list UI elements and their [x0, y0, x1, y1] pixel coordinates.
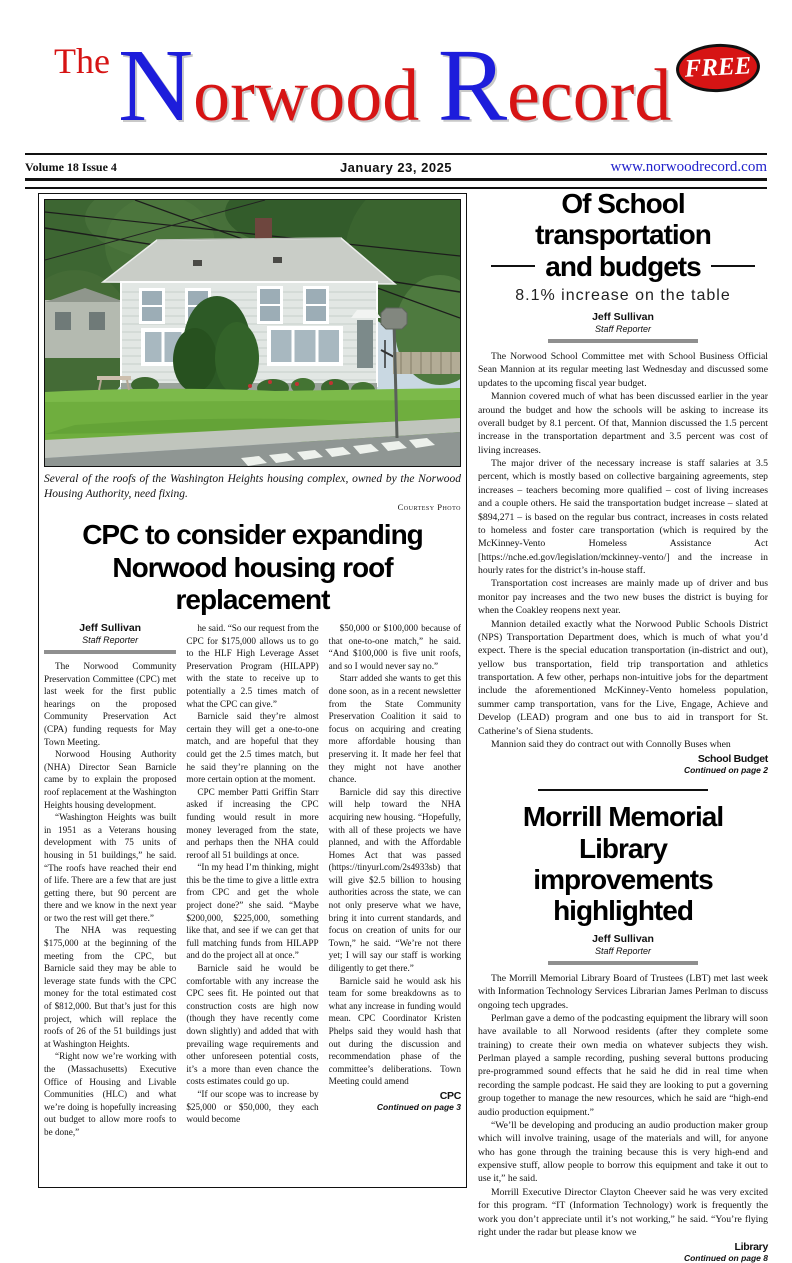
paragraph: “Washington Heights was built in 1951 as a Veterans housing development with 75 units of housing in 51 buildings,” he said. “The roofs have reached their end of life. There are a few that are just getting there, but 90 percent are there and we know in the next year or two the rest will get there.” — [44, 812, 177, 923]
free-badge — [675, 42, 761, 94]
paragraph: Mannion detailed exactly what the Norwood Public Schools District (NPS) Transportation Department does, which is much of what you’d expect. There is the special education transportation (in-district and out), yellow bus transportation, field trip transportation and athletics transportation. A few other, perhaps non-intuitive jobs for the department include the aforementioned McKinney-Vento homeless population, summer camp transportation, vans for the Live, Engage, Achieve and Develop (LEAD) program and one bus to aid in transport for St. Catherine’s of Siena students. — [478, 618, 768, 737]
free-badge-label: FREE — [683, 52, 752, 83]
library-headline-line2: improvements highlighted — [533, 864, 713, 927]
lead-column-1 — [44, 622, 176, 1188]
lead-column-2 — [186, 622, 318, 1188]
paragraph: The NHA was requesting $175,000 at the beginning of the meeting from the CPC, but Barnicle said they may be able to leverage state funds with the CPC money for the total estimated cost of $812,000. But that’s just for this project, which will replace the roofs of 26 of the 51 buildings just at Washington Heights. — [44, 925, 177, 1049]
jump-title: Library — [734, 1241, 768, 1254]
lead-column-3 — [329, 622, 461, 1188]
photo-caption: Several of the roofs of the Washington Heights housing complex, owned by the Norwood Housing Authority, need fixing. — [44, 473, 461, 500]
paragraph: The Norwood Community Preservation Committee (CPC) met last week for the first public hearings on the proposed Community Preservation Act (CPA) funding requests for May Town Meeting. — [44, 661, 177, 747]
library-headline-line1: Morrill Memorial Library — [522, 801, 724, 864]
byline-name: Jeff Sullivan — [592, 932, 654, 945]
lead-headline — [44, 519, 461, 616]
school-article — [478, 188, 768, 775]
paragraph: CPC member Patti Griffin Starr asked if increasing the CPC funding would result in more money leveraged from the state, and perhaps then the NHA could reroof all 51 buildings at once. — [186, 786, 319, 860]
paragraph: Starr added she wants to get this done soon, as in a recent newsletter from the State Community Preservation Coalition it said to focus on acquiring and creating more affordable housing than preserving it. It made her feel that they might not have another chance. — [328, 673, 461, 785]
paragraph: Mannion said they do contract out with Connolly Buses when — [491, 738, 731, 750]
lead-columns — [44, 622, 461, 1188]
jump-title: CPC — [439, 1089, 461, 1102]
lead-col1-text — [44, 660, 176, 1139]
school-jump — [478, 753, 768, 775]
byline-rule — [44, 650, 176, 654]
paragraph: Transportation cost increases are mainly made up of driver and bus monitor pay increases and the two new buses the district is buying for when the Coakley reopens next year. — [478, 578, 768, 617]
library-article-text — [478, 972, 768, 1240]
masthead-letter-n: N — [118, 28, 194, 143]
paragraph: Barnicle said they’re almost certain they will get a one-to-one match, and are hopeful that they could get the 2.5 times match, but he said they’re planning on the more certain option at the moment. — [186, 711, 319, 785]
masthead-the: The — [54, 41, 110, 81]
masthead-ecord: ecord — [507, 55, 672, 137]
lead-jump — [329, 1090, 461, 1112]
paragraph: The major driver of the necessary increase is staff salaries at 3.5 percent, which is mostly based on collective bargaining agreements, step increases – teachers becoming more qualified – cost of living increases and a couple others. He said the transportation budget increase – slated at $894,271 – is based on the regular bus contract, increases in costs related to homeless and foster care transportation (which is required by the McKinney-Vento Homeless Assistance Act [https://nche.ed.gov/legislation/mckinney-vento/] and the increase in hourly rates for the district’s in-house staff. — [478, 458, 768, 577]
school-headline-line2-row — [478, 251, 768, 282]
byline-rule — [548, 339, 698, 343]
paragraph: Mannion covered much of what has been discussed earlier in the year around the budget and how the schools will be asking to increase its overall budget by 8.1 percent. Of that, Mannion discussed the 1.5 percent increase in the transportation department and 3.5 percent was cost of living increases. — [478, 391, 768, 456]
jump-continued: Continued on page 2 — [683, 765, 768, 776]
house-photo-illustration — [45, 200, 460, 466]
school-article-text — [478, 350, 768, 751]
masthead-rule — [25, 153, 767, 155]
byline-rule — [548, 961, 698, 965]
lead-col3-text — [329, 622, 461, 1088]
school-headline-line2: and budgets — [545, 250, 701, 282]
paragraph: $50,000 or $100,000 because of that one-to-one match,” he said. “And $100,000 is five unit roofs, and so I would never say no.” — [328, 623, 461, 671]
right-column — [478, 188, 768, 1263]
website-link[interactable]: www.norwoodrecord.com — [610, 158, 767, 175]
lead-col2-text — [186, 622, 318, 1126]
paragraph: The Norwood School Committee met with School Business Official Sean Mannion at its regular meeting last Wednesday and discussed some updates to the upcoming fiscal year budget. — [478, 351, 768, 389]
library-article — [478, 801, 768, 1263]
byline-name: Jeff Sullivan — [79, 622, 142, 634]
byline-title: Staff Reporter — [594, 945, 652, 956]
library-byline — [478, 933, 768, 956]
paragraph: Norwood Housing Authority (NHA) Director Sean Barnicle came by to explain the proposed roof replacement at the Washington Heights housing development. — [44, 749, 177, 810]
library-jump — [478, 1241, 768, 1263]
masthead-orwood: orwood — [193, 55, 438, 137]
paragraph: Morrill Executive Director Clayton Cheever said he was very excited for this program. “IT (Information Technology) work is frequently the work you don’t appreciate until it’s not working,” he said. “You’re flying right under the radar but please know we — [478, 1186, 768, 1238]
school-subhead: 8.1% increase on the table — [515, 287, 731, 305]
paragraph: The Morrill Memorial Library Board of Trustees (LBT) met last week with Information Technology Services Librarian James Perlman to discuss ongoing tech upgrades. — [478, 972, 768, 1011]
paragraph: he said. “So our request from the CPC for $175,000 allows us to go to the HLF High Leverage Asset Preservation Program (HILAPP) with the state to receive up to potentially a 2.5 times match of what the CPC can give.” — [186, 623, 319, 709]
paragraph: “If our scope was to increase by $25,000 or $50,000, they each would become — [186, 1088, 319, 1125]
headline-dash-left — [491, 265, 535, 267]
date-label: January 23, 2025 — [339, 159, 453, 175]
info-bar — [25, 158, 767, 176]
byline-name: Jeff Sullivan — [592, 311, 654, 324]
lead-byline — [44, 622, 176, 645]
paragraph: Perlman gave a demo of the podcasting equipment the library will soon have available to all Norwood residents (after they complete some training) to create their own media on whatever subjects they wish. Perlman played a sample recording, pushing several buttons producing pre-programmed sound effects that he said he did in real time when recording the sample podcast. He said they are looking to put a governing group together to manage the new resources, which he said are “high-end audio production equipment.” — [478, 1012, 768, 1118]
photo-credit: Courtesy Photo — [397, 502, 461, 513]
jump-continued: Continued on page 8 — [683, 1253, 768, 1263]
paragraph: Barnicle did say this directive will help toward the NHA acquiring new housing. “Hopefully, with all of these projects we have planned, and with the Affordable Homes Act that was passed (https://tinyurl.com/2s4933sb) that will give $2.5 billion to housing authorities across the state, we can not only preserve what we have, bring it into current standards, and focus on creation of units for our Town,” he said. “We’re not there yet; I will say our staff is working diligently to get there.” — [328, 786, 461, 974]
lead-headline-line2: Norwood housing roof replacement — [112, 551, 393, 615]
lead-photo — [44, 199, 461, 467]
paragraph: “In my head I’m thinking, might this be the time to give a little extra from CPC and get the whole project done?” she said. “Maybe $200,000, $225,000, something like that, and see if we can get that full matching funds from HILAPP and do the project all at once.” — [186, 862, 319, 961]
paragraph: Barnicle said he would be comfortable with any increase the CPC sees fit. He pointed out that construction costs are high now (though they have recently come down slightly) and added that with prevailing wage requirements and other unforeseen potential costs, it’s a more than even chance the costs estimates could go up. — [186, 963, 319, 1087]
school-headline — [478, 188, 768, 282]
school-byline — [478, 311, 768, 334]
article-divider-rule — [538, 789, 708, 791]
paragraph: “Right now we’re working with the (Massachusetts) Executive Office of Housing and Livable Communities (HLC) and what we’re doing is hopefully increasing out budget to allow more roofs to be done,” — [44, 1051, 177, 1137]
byline-title: Staff Reporter — [82, 635, 139, 645]
masthead — [0, 0, 792, 186]
school-headline-line1: Of School transportation — [535, 188, 711, 251]
lead-headline-line1: CPC to consider expanding — [82, 519, 423, 551]
jump-continued: Continued on page 3 — [376, 1101, 461, 1112]
masthead-title — [118, 28, 672, 143]
masthead-letter-r: R — [437, 28, 508, 143]
byline-title: Staff Reporter — [594, 324, 652, 335]
jump-title: School Budget — [697, 753, 768, 766]
paragraph: Barnicle said he would ask his team for some breakdowns as to what any increase in funding would mean. CPC Coordinator Kristen Phelps said they would hash that out during the discussion and recommendation phase of the committee’s deliberations. Town Meeting could amend — [328, 975, 461, 1087]
paragraph: “We’ll be developing and producing an audio production maker group which will involve training, usage of the materials and will, for anyone who has gone through the training because this is very high-end and expensive stuff, allow people to borrow this equipment and take it out to use it,” he said. — [478, 1119, 768, 1185]
library-headline — [478, 801, 768, 926]
volume-issue-label: Volume 18 Issue 4 — [25, 159, 117, 174]
lead-article-box — [38, 193, 467, 1188]
headline-dash-right — [711, 265, 755, 267]
